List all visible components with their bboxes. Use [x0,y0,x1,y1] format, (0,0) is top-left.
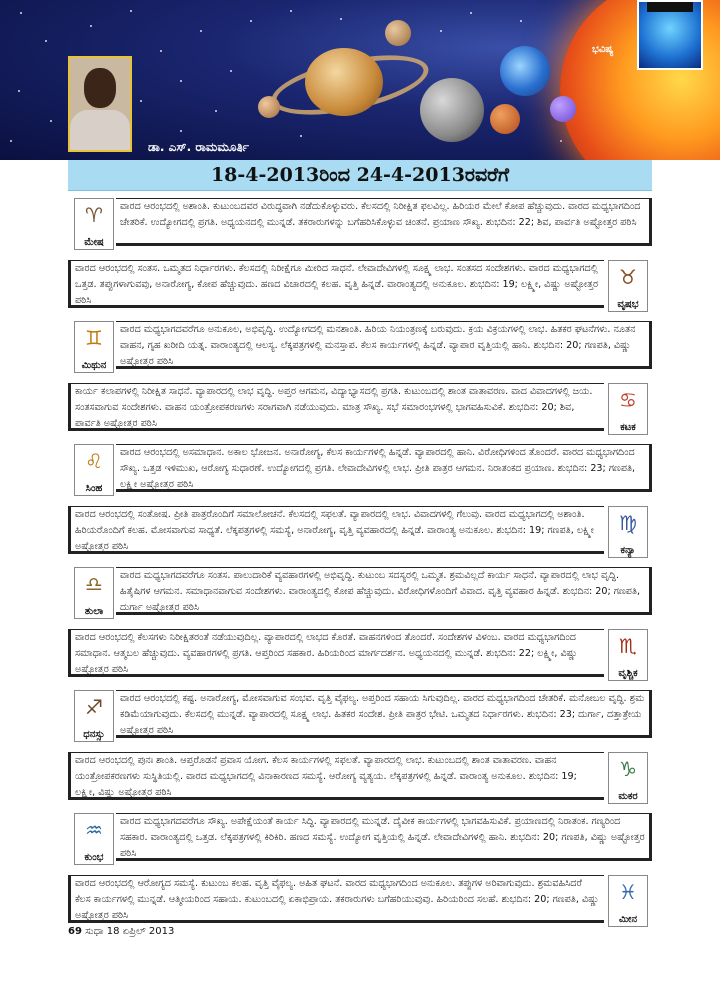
page-number: 69 [68,926,82,937]
star [230,70,232,72]
star [560,140,562,142]
horoscope-row [68,811,652,865]
sign-emblem [74,690,114,742]
twins-icon: ♊ [85,326,103,350]
sign-name: ಮೀನ [619,913,637,925]
sign-name: ಮೇಷ [84,237,104,248]
horoscope-row [68,565,652,619]
star [45,40,47,42]
prediction-text: ವಾರದ ಆರಂಭದಲ್ಲಿ ಕೆಲಸಗಳು ನಿರೀಕ್ಷಿತರಂತೆ ನಡೆಯುವುದಿಲ್ಲ. ವ್ಯಾಪಾರದಲ್ಲಿ ಲಾಭದ ಕೊರತೆ. ವಾಹನಗಳಿಂದ ತೊಂದರೆ. ಸಂದೇಶಗಳ ವಿಳಂಬ. ವಾರದ ಮಧ್ಯಭಾಗದಿಂದ ಸಮಾಧಾನ. ಆತ್ಮಬಲ ಹೆಚ್ಚುವುದು. ವ್ಯವಹಾರಗಳಲ್ಲಿ ಪ್ರಗತಿ. ಆಪ್ತರಿಂದ ಸಹಕಾರ. ಹಿರಿಯರಿಂದ ಮಾರ್ಗದರ್ಶನ. ಅಧ್ಯಯನದಲ್ಲಿ ಮುನ್ನಡೆ. ಶುಭದಿನ: 22; ಲಕ್ಷ್ಮೀ, ವಿಷ್ಣು ಅಷ್ಟೋತ್ತರ ಪಠಿಸಿ [68,629,604,677]
star [180,130,182,132]
prediction-text: ವಾರದ ಮಧ್ಯಭಾಗದವರೆಗೂ ಸೌಖ್ಯ. ಅಪೇಕ್ಷೆಯಂತೆ ಕಾರ್ಯ ಸಿದ್ಧಿ. ವ್ಯಾಪಾರದಲ್ಲಿ ಮುನ್ನಡೆ. ದೈವೀಕ ಕಾರ್ಯಗಳಲ್ಲಿ ಭಾಗವಹಿಸುವಿಕೆ. ಪ್ರಯಾಣದಲ್ಲಿ ನಿರಾತಂಕ. ಗಣ್ಯರಿಂದ ಸಹಕಾರ. ವಾರಾಂತ್ಯದಲ್ಲಿ ಒತ್ತಡ. ಲೆಕ್ಕಪತ್ರಗಳಲ್ಲಿ ಕಿರಿಕಿರಿ. ಹಣದ ಸಮಸ್ಯೆ. ಉದ್ಯೋಗ ವೃತ್ತಿಯಲ್ಲಿ ಹಿನ್ನಡೆ. ಲೇವಾದೇವಿಗಳಲ್ಲಿ ಹಾನಿ. ಶುಭದಿನ: 20; ಗಣಪತಿ, ವಿಷ್ಣು ಅಷ್ಟೋತ್ತರ ಪಠಿಸಿ [116,813,652,861]
sign-emblem [74,813,114,865]
horoscope-row [68,873,652,927]
star [200,30,202,32]
scorpion-icon: ♏ [619,633,637,658]
sign-emblem [74,444,114,496]
page-footer [68,926,174,937]
sign-name: ಮಕರ [618,790,638,802]
author-name: ಡಾ. ಎಸ್. ರಾಮಮೂರ್ತಿ [148,140,249,154]
prediction-text: ವಾರದ ಆರಂಭದಲ್ಲಿ ಅಶಾಂತಿ. ಕುಟುಂಬದವರ ವಿರುದ್ಧವಾಗಿ ನಡೆದುಕೊಳ್ಳುವರು. ಕೆಲಸದಲ್ಲಿ ನಿರೀಕ್ಷಿತ ಫಲವಿಲ್ಲ. ಹಿರಿಯರ ಮೇಲೆ ಕೋಪ ಹೆಚ್ಚುವುದು. ವಾರದ ಮಧ್ಯಭಾಗದಿಂದ ಚೇತರಿಕೆ. ಉದ್ಯೋಗದಲ್ಲಿ ಪ್ರಗತಿ. ಅಧ್ಯಯನದಲ್ಲಿ ಮುನ್ನಡೆ. ತಕರಾರುಗಳನ್ನು ಬಗೆಹರಿಸಿಕೊಳ್ಳುವ ಚಿಂತನೆ. ಪ್ರಯಾಣ ಸೌಖ್ಯ. ಶುಭದಿನ: 22; ಶಿವ, ಪಾರ್ವತಿ ಅಷ್ಟೋತ್ತರ ಪಠಿಸಿ [116,198,652,246]
star [140,100,142,102]
star [10,140,12,142]
sign-emblem [74,567,114,619]
earth-planet [500,46,550,96]
sign-emblem [608,629,648,681]
sign-name: ಮಿಥುನ [81,360,107,371]
horoscope-row [68,750,652,804]
prediction-text: ವಾರದ ಮಧ್ಯಭಾಗದವರೆಗೂ ಅನುಕೂಲ, ಅಭಿವೃದ್ಧಿ. ಉದ್ಯೋಗದಲ್ಲಿ ಮನಶಾಂತಿ. ಹಿರಿಯ ನಿಯಂತ್ರಣಕ್ಕೆ ಬರುವುದು. ಕ್ರಯ ವಿಕ್ರಯಗಳಲ್ಲಿ ಲಾಭ. ಹಿತಕರ ಘಟನೆಗಳು. ನೂತನ ವಾಹನ, ಗೃಹ ಖರೀದಿ ಯತ್ನ. ವಾರಾಂತ್ಯದಲ್ಲಿ ಆಲಸ್ಯ. ಲೆಕ್ಕಪತ್ರಗಳಲ್ಲಿ ಮನಸ್ತಾಪ. ಕೆಲಸ ಕಾರ್ಯಗಳಲ್ಲಿ ಹಿನ್ನಡೆ. ವ್ಯಾಪಾರ ವೃತ್ತಿಯಲ್ಲಿ ಹಾನಿ. ಶುಭದಿನ: 20; ಗಣಪತಿ, ವಿಷ್ಣು ಅಷ್ಟೋತ್ತರ ಪಠಿಸಿ [116,321,652,369]
star [20,12,22,14]
star [250,20,252,22]
crab-icon: ♋ [619,387,637,412]
prediction-text: ಕಾರ್ಯ ಕಲಾಪಗಳಲ್ಲಿ ನಿರೀಕ್ಷಿತ ಸಾಧನೆ. ವ್ಯಾಪಾರದಲ್ಲಿ ಲಾಭ ವೃದ್ಧಿ. ಅಪ್ತರ ಆಗಮನ, ವಿದ್ಯಾಭ್ಯಾಸದಲ್ಲಿ ಪ್ರಗತಿ. ಕುಟುಂಬದಲ್ಲಿ ಶಾಂತ ವಾತಾವರಣ. ವಾದ ವಿವಾದಗಳಲ್ಲಿ ಜಯ. ಸಂತಸವಾಗುವ ಸಂದೇಶಗಳು. ವಾಹನ ಯಂತ್ರೋಪಕರಣಗಳು ಸರಾಗವಾಗಿ ನಡೆಯುವುದು. ಮಾತ್ರ ಸೌಖ್ಯ. ಸಭೆ ಸಮಾರಂಭಗಳಲ್ಲಿ ಭಾಗವಹಿಸುವಿಕೆ. ಶುಭದಿನ: 20; ಶಿವ, ಪಾರ್ವತಿ ಅಷ್ಟೋತ್ತರ ಪಠಿಸಿ [68,383,604,431]
sign-emblem [608,506,648,558]
prediction-text: ವಾರದ ಆರಂಭದಲ್ಲಿ ಕಷ್ಟ. ಅನಾರೋಗ್ಯ, ಮೋಸವಾಗುವ ಸಂಭವ. ವೃತ್ತಿ ವೈಫಲ್ಯ. ಅಪ್ತರಿಂದ ಸಹಾಯ ಸಿಗುವುದಿಲ್ಲ. ವಾರದ ಮಧ್ಯಭಾಗದಿಂದ ಚೇತರಿಕೆ. ಮನೋಬಲ ವೃದ್ಧಿ. ಶ್ರಮ ಕಡಿಮೆಯಾಗುವುದು. ಕೆಲಸದಲ್ಲಿ ಮುನ್ನಡೆ. ವ್ಯಾಪಾರದಲ್ಲಿ ಸೂಕ್ಷ್ಮ ಲಾಭ. ಹಿತಕರ ಸಂದೇಶ. ಪ್ರೀತಿ ಪಾತ್ರರ ಭೇಟಿ. ಒಮ್ಮತದ ನಿರ್ಧಾರಗಳು. ಶುಭದಿನ: 23; ದುರ್ಗಾ, ದತ್ತಾತ್ರೇಯ ಅಷ್ಟೋತ್ತರ ಪಠಿಸಿ [116,690,652,738]
star [18,90,20,92]
prediction-text: ವಾರದ ಆರಂಭದಲ್ಲಿ ಪುನಃ ಶಾಂತಿ. ಆಪ್ತರೊಡನೆ ಪ್ರವಾಸ ಯೋಗ. ಕೆಲಸ ಕಾರ್ಯಗಳಲ್ಲಿ ಸಫಲತೆ. ವ್ಯಾಪಾರದಲ್ಲಿ ಲಾಭ. ಕುಟುಂಬದಲ್ಲಿ ಶಾಂತ ವಾತಾವರಣ. ವಾಹನ ಯಂತ್ರೋಪಕರಣಗಳು ಸುಸ್ಥಿತಿಯಲ್ಲಿ. ವಾರದ ಮಧ್ಯಭಾಗದಲ್ಲಿ ವಿನಾಕಾರಣದ ಸಮಸ್ಯೆ. ಆರೋಗ್ಯ ವ್ಯತ್ಯಯ. ಲೆಕ್ಕಪತ್ರಗಳಲ್ಲಿ ಹಿನ್ನಡೆ. ವಾರಾಂತ್ಯ ಅನುಕೂಲ. ಶುಭದಿನ: 19; ಲಕ್ಷ್ಮೀ, ವಿಷ್ಣು ಅಷ್ಟೋತ್ತರ ಪಠಿಸಿ [68,752,604,800]
sign-name: ಧನಸ್ಸು [83,729,105,740]
sign-name: ಸಿಂಹ [85,483,103,494]
star [160,50,162,52]
prediction-text: ವಾರದ ಆರಂಭದಲ್ಲಿ ಸಂತೋಷ. ಪ್ರೀತಿ ಪಾತ್ರರೊಂದಿಗೆ ಸಮಾಲೋಚನೆ. ಕೆಲಸದಲ್ಲಿ ಸಫಲತೆ. ವ್ಯಾಪಾರದಲ್ಲಿ ಲಾಭ. ವಿವಾದಗಳಲ್ಲಿ ಗೆಲುವು. ವಾರದ ಮಧ್ಯಭಾಗದಲ್ಲಿ ಅಶಾಂತಿ. ಹಿರಿಯರೊಂದಿಗೆ ಕಲಹ. ಮೋಸವಾಗುವ ಸಾಧ್ಯತೆ. ಲೆಕ್ಕಪತ್ರಗಳಲ್ಲಿ ಸಮಸ್ಯೆ, ಅನಾರೋಗ್ಯ, ವೃತ್ತಿ ವ್ಯವಹಾರದಲ್ಲಿ ಹಿನ್ನಡೆ. ವಾರಾಂತ್ಯ ಅನುಕೂಲ. ಶುಭದಿನ: 19; ಗಣಪತಿ, ಲಕ್ಷ್ಮೀ ಅಷ್ಟೋತ್ತರ ಪಠಿಸಿ [68,506,604,554]
saturn-planet [305,48,383,116]
star [130,10,132,12]
star [90,25,92,27]
lion-icon: ♌ [85,449,103,473]
sign-emblem [74,198,114,250]
sign-emblem [74,321,114,373]
star [300,135,302,137]
horoscope-row [68,319,652,373]
ram-icon: ♈ [85,203,103,227]
sign-emblem [608,260,648,312]
sign-name: ವೃಷಭ [617,298,639,310]
sign-name: ವೃಶ್ಚಿಕ [618,667,638,679]
star [440,30,442,32]
prediction-text: ವಾರದ ಆರಂಭದಲ್ಲಿ ಸಂತಸ. ಒಮ್ಮತದ ನಿರ್ಧಾರಗಳು. ಕೆಲಸದಲ್ಲಿ ನಿರೀಕ್ಷೆಗೂ ಮೀರಿದ ಸಾಧನೆ. ಲೇವಾದೇವಿಗಳಲ್ಲಿ ಸೂಕ್ಷ್ಮ ಲಾಭ. ಸಂತಸದ ಸಂದೇಶಗಳು. ವಾರದ ಮಧ್ಯಭಾಗದಲ್ಲಿ ಒತ್ತಡ. ತಪ್ಪುಗಳಾಗುವವು, ಅನಾರೋಗ್ಯ, ಕೋಪ ಹೆಚ್ಚುವುದು. ಹಣದ ವಿಚಾರದಲ್ಲಿ ಕಲಹ. ವೃತ್ತಿ ಹಿನ್ನಡೆ. ವಾರಾಂತ್ಯದಲ್ಲಿ ಅನುಕೂಲ. ಶುಭದಿನ: 19; ಲಕ್ಷ್ಮೀ, ವಿಷ್ಣು ಅಷ್ಟೋತ್ತರ ಪಠಿಸಿ [68,260,604,308]
star [340,18,342,20]
star [215,110,217,112]
prediction-text: ವಾರದ ಆರಂಭದಲ್ಲಿ ಆರೋಗ್ಯದ ಸಮಸ್ಯೆ. ಕುಟುಂಬ ಕಲಹ. ವೃತ್ತಿ ವೈಫಲ್ಯ. ಅಹಿತ ಘಟನೆ. ವಾರದ ಮಧ್ಯಭಾಗದಿಂದ ಅನುಕೂಲ. ತಪ್ಪುಗಳ ಅರಿವಾಗುವುದು. ಶ್ರಮವಹಿಸಿದರೆ ಕೆಲಸ ಕಾರ್ಯಗಳಲ್ಲಿ ಮುನ್ನಡೆ. ಆತ್ಮೀಯರಿಂದ ಸಹಾಯ. ಕುಟುಂಬದಲ್ಲಿ ಏಕಾಭಿಪ್ರಾಯ. ತಕರಾರುಗಳು ಬಗೆಹರಿಯುವುವು. ಹಿರಿಯರಿಂದ ಸಲಹೆ. ಶುಭದಿನ: 20; ಗಣಪತಿ, ವಿಷ್ಣು ಅಷ್ಟೋತ್ತರ ಪಠಿಸಿ [68,875,604,923]
horoscope-row [68,688,652,742]
footer-text: ಸುಧಾ 18 ಏಪ್ರಿಲ್ 2013 [85,926,175,937]
star [520,20,522,22]
prediction-text: ವಾರದ ಆರಂಭದಲ್ಲಿ ಅಸಮಾಧಾನ. ಅಕಾಲ ಭೋಜನ. ಅನಾರೋಗ್ಯ, ಕೆಲಸ ಕಾರ್ಯಗಳಲ್ಲಿ ಹಿನ್ನಡೆ. ವ್ಯಾಪಾರದಲ್ಲಿ ಹಾನಿ. ವಿರೋಧಿಗಳಿಂದ ತೊಂದರೆ. ವಾರದ ಮಧ್ಯಭಾಗದಿಂದ ಸೌಖ್ಯ. ಒತ್ತಡ ಇಳಿಮುಖ, ಆರೋಗ್ಯ ಸುಧಾರಣೆ. ಉದ್ಯೋಗದಲ್ಲಿ ಪ್ರಗತಿ. ಲೇವಾದೇವಿಗಳಲ್ಲಿ ಲಾಭ. ಪ್ರೀತಿ ಪಾತ್ರರ ಆಗಮನ. ನಿರಾತಂಕದ ಪ್ರಯಾಣ. ಶುಭದಿನ: 23; ಗಣಪತಿ, ಲಕ್ಷ್ಮೀ ಅಷ್ಟೋತ್ತರ ಪಠಿಸಿ [116,444,652,492]
mercury-planet [420,78,484,142]
star [470,12,472,14]
horoscope-row [68,381,652,435]
maiden-icon: ♍ [619,510,637,535]
horoscope-row [68,196,652,250]
sign-emblem [608,383,648,435]
scales-icon: ♎ [85,572,103,596]
sign-name: ತುಲಾ [84,606,104,617]
water-bearer-icon: ♒ [85,818,103,842]
venus-planet [550,96,576,122]
horoscope-row [68,442,652,496]
author-photo [68,56,132,152]
space-banner [0,0,720,160]
page-title: 18-4-2013ರಿಂದ 24-4-2013ರವರೆಗೆ [68,160,652,191]
sign-name: ಕಟಕ [620,421,636,433]
bull-icon: ♉ [619,264,637,289]
fish-icon: ♓ [619,879,637,904]
magazine-logo [637,0,703,70]
sign-name: ಕುಂಭ [84,852,104,863]
star [290,10,292,12]
horoscope-row [68,627,652,681]
sign-emblem [608,875,648,927]
prediction-text: ವಾರದ ಮಧ್ಯಭಾಗದವರೆಗೂ ಸಂತಸ. ಪಾಲುದಾರಿಕೆ ವ್ಯವಹಾರಗಳಲ್ಲಿ ಅಭಿವೃದ್ಧಿ. ಕುಟುಂಬ ಸದಸ್ಯರಲ್ಲಿ ಒಮ್ಮತ. ಶ್ರಮವಿಲ್ಲದೆ ಕಾರ್ಯ ಸಾಧನೆ. ವ್ಯಾಪಾರದಲ್ಲಿ ಲಾಭ ವೃದ್ಧಿ. ಹಿತೈಷಿಗಳ ಆಗಮನ. ಸಮಾಧಾನವಾಗುವ ಸಂದೇಶಗಳು. ವಾರಾಂತ್ಯದಲ್ಲಿ ಕೋಪ ಹೆಚ್ಚುವುದು. ವಿರೋಧಿಗಳೊಂದಿಗೆ ವಿವಾದ. ವೃತ್ತಿ ವ್ಯವಹಾರ ಹಿನ್ನಡೆ. ಶುಭದಿನ: 20; ಗಣಪತಿ, ದುರ್ಗಾ ಅಷ್ಟೋತ್ತರ ಪಠಿಸಿ [116,567,652,615]
small-planet [258,96,280,118]
horoscope-row [68,258,652,312]
crocodile-icon: ♑ [619,756,637,781]
archer-icon: ♐ [85,695,103,719]
mars-planet [490,104,520,134]
sign-emblem [608,752,648,804]
star [180,80,182,82]
sign-name: ಕನ್ಯಾ [620,544,636,556]
section-label: ಭವಿಷ್ಯ [592,44,614,55]
jupiter-planet [385,20,411,46]
horoscope-row [68,504,652,558]
star [50,120,52,122]
